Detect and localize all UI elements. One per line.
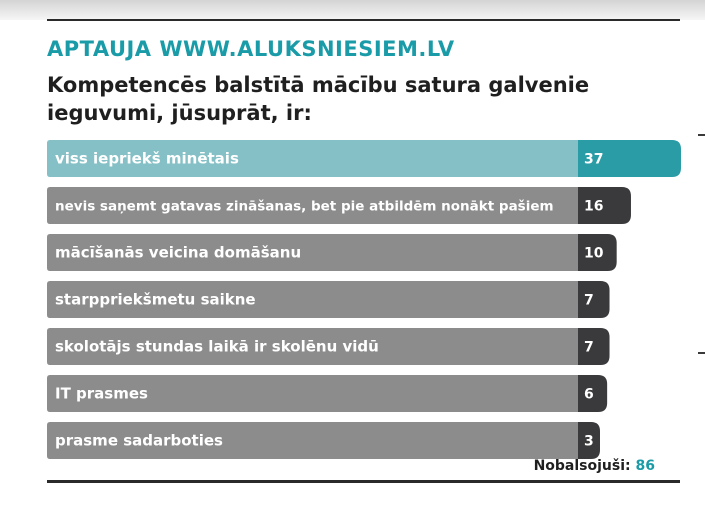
value-bar [578,281,610,318]
total-votes [360,456,655,476]
category-label: prasme sadarboties [55,431,223,450]
value-bar [578,328,610,365]
category-label: mācīšanās veicina domāšanu [55,243,302,262]
bar-row [47,140,681,177]
value-label: 3 [584,433,594,450]
value-label: 7 [584,292,594,309]
value-label: 16 [584,198,604,215]
category-label: nevis saņemt gatavas zināšanas, bet pie atbildēm nonākt pašiem [55,198,554,215]
category-label: starppriekšmetu saikne [55,290,256,309]
total-votes-label: Nobalsojuši: [533,458,631,474]
total-votes-value: 86 [635,458,655,474]
bar-row [47,187,631,224]
poll-kicker: APTAUJA WWW.ALUKSNIESIEM.LV [47,37,455,61]
bottom-rule [47,480,680,483]
bar-row [47,234,617,271]
value-label: 7 [584,339,594,356]
value-label: 6 [584,386,594,403]
category-label: skolotājs stundas laikā ir skolēnu vidū [55,337,379,356]
page-edge-mark [698,134,705,136]
value-label: 10 [584,245,604,262]
bar-row [47,281,610,318]
poll-question: Kompetencēs balstītā mācību satura galvenie ieguvumi, jūsuprāt, ir: [47,73,590,125]
category-label: IT prasmes [55,384,148,403]
value-label: 37 [584,151,604,168]
bar-row [47,422,600,459]
page-edge-mark [698,352,705,354]
category-label: viss iepriekš minētais [55,149,239,168]
bar-row [47,328,610,365]
bar-row [47,375,607,412]
